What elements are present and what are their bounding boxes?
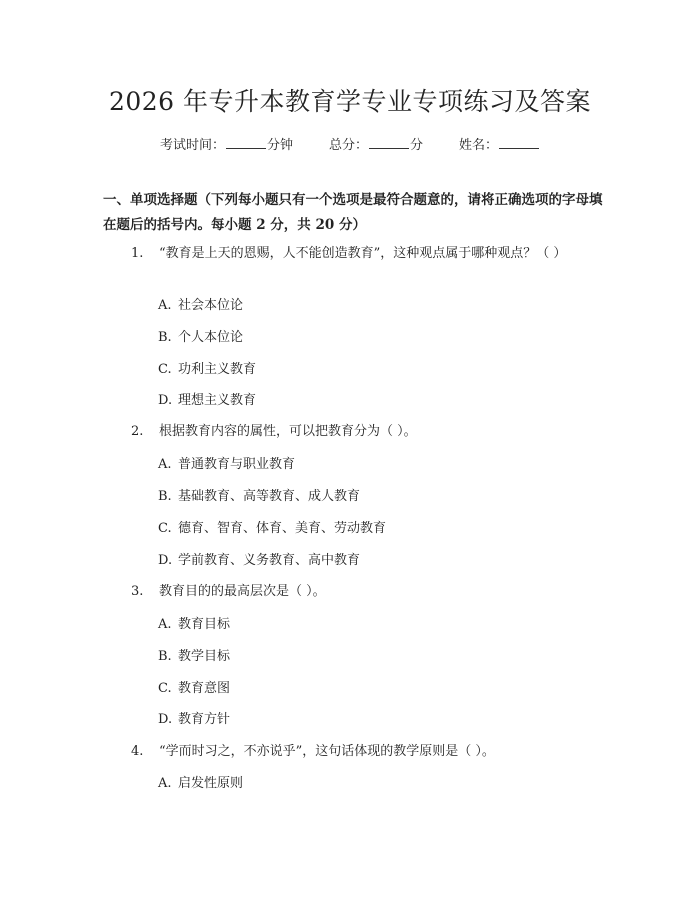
question-1 bbox=[103, 242, 593, 266]
option-4a: A. 启发性原则 bbox=[158, 776, 244, 791]
option-3c: C. 教育意图 bbox=[158, 681, 231, 696]
question-number: 3. bbox=[131, 584, 144, 599]
question-text: 根据教育内容的属性，可以把教育分为（ ）。 bbox=[159, 424, 417, 439]
option-2d: D. 学前教育、义务教育、高中教育 bbox=[158, 553, 361, 568]
question-text: “教育是上天的恩赐，人不能创造教育”，这种观点属于哪种观点？（ ） bbox=[159, 246, 567, 261]
exam-meta bbox=[0, 134, 700, 153]
option-1d: D. 理想主义教育 bbox=[158, 393, 257, 408]
option-2c: C. 德育、智育、体育、美育、劳动教育 bbox=[158, 521, 387, 536]
question-text: 教育目的的最高层次是（ ）。 bbox=[159, 584, 326, 599]
document-title: 2026 年专升本教育学专业专项练习及答案 bbox=[108, 87, 592, 116]
question-number: 2. bbox=[131, 424, 144, 439]
section-heading: 一、单项选择题（下列每小题只有一个选项是最符合题意的，请将正确选项的字母填在题后的括号内。每小题 2 分，共 20 分） bbox=[103, 192, 603, 233]
question-text: “学而时习之，不亦说乎”，这句话体现的教学原则是（ ）。 bbox=[159, 744, 495, 759]
option-3b: B. 教学目标 bbox=[158, 649, 231, 664]
question-2 bbox=[103, 420, 593, 444]
option-1b: B. 个人本位论 bbox=[158, 330, 244, 345]
option-2a: A. 普通教育与职业教育 bbox=[158, 457, 296, 472]
time-blank bbox=[226, 136, 266, 149]
name-blank bbox=[499, 136, 539, 149]
question-4 bbox=[103, 740, 593, 764]
name-field: 姓名： bbox=[459, 134, 540, 153]
score-field: 总分： 分 bbox=[328, 138, 424, 153]
option-2b: B. 基础教育、高等教育、成人教育 bbox=[158, 489, 361, 504]
option-3a: A. 教育目标 bbox=[158, 617, 231, 632]
question-3 bbox=[103, 580, 593, 604]
question-number: 4. bbox=[131, 744, 144, 759]
option-3d: D. 教育方针 bbox=[158, 712, 231, 727]
exam-time-field: 考试时间： 分钟 bbox=[159, 138, 293, 153]
option-1a: A. 社会本位论 bbox=[158, 298, 244, 313]
score-blank bbox=[369, 136, 409, 149]
question-number: 1. bbox=[131, 246, 144, 261]
option-1c: C. 功利主义教育 bbox=[158, 362, 257, 377]
